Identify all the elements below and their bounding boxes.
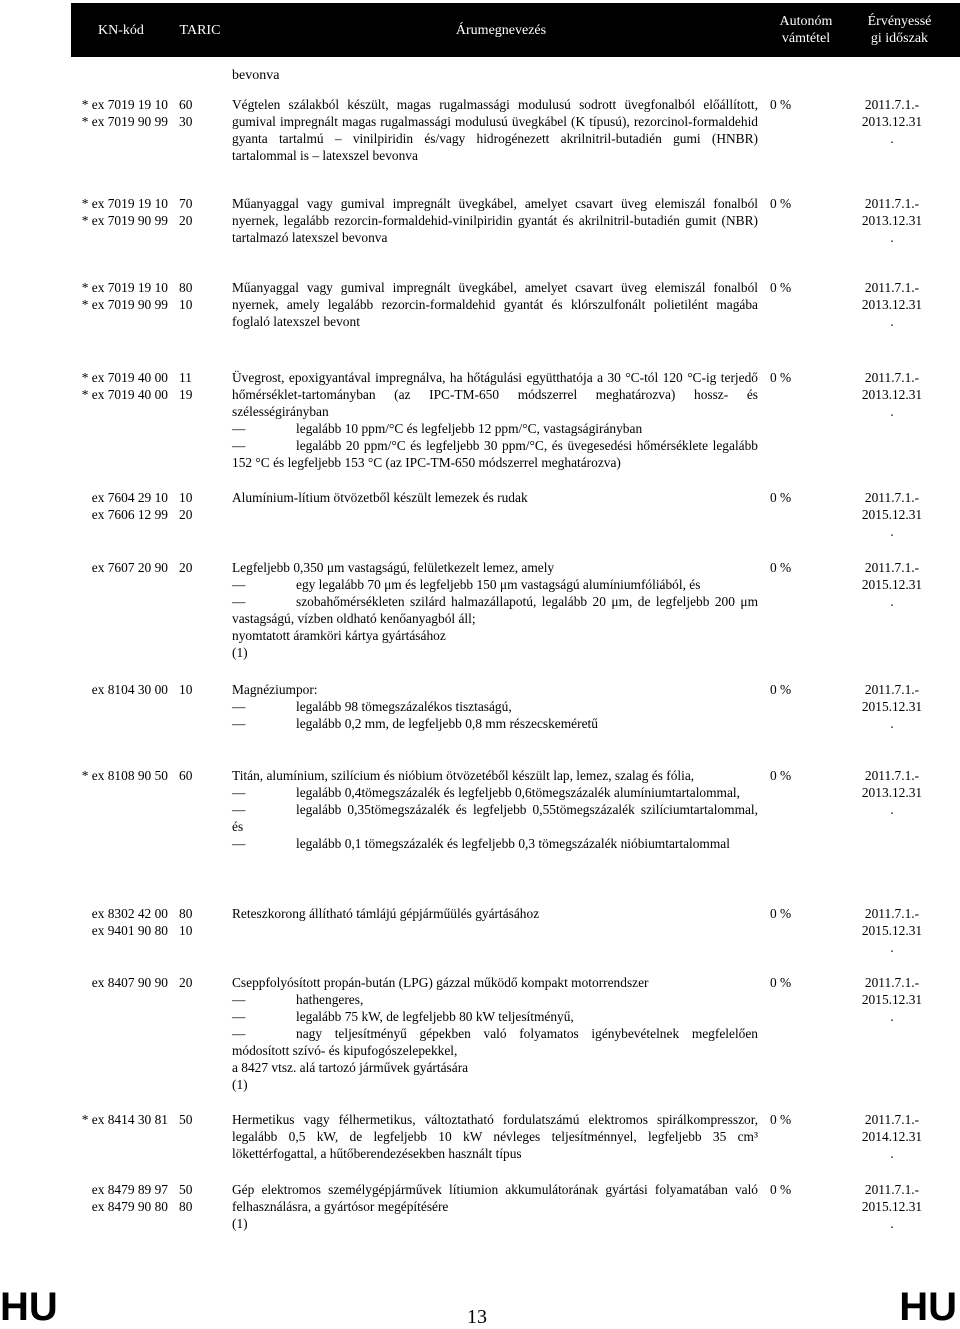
validity-date: . [890,940,894,955]
taric-code: 20 [179,507,193,522]
description-bullet: — legalább 10 ppm/°C és legfeljebb 12 ppm/°C, vastagságirányban [232,420,758,437]
description-text: Titán, alumínium, szilícium és nióbium ötvözetéből készült lap, lemez, szalag és fólia, [232,768,695,783]
validity-date: 2013.12.31 [861,114,923,129]
taric-code: 20 [179,560,193,575]
description-bullet: — legalább 20 ppm/°C és legfeljebb 30 ppm/°C, és üvegesedési hőmérséklete legalább 152 °C és legfeljebb 153 °C (az IPC-TM-650 módszerrel meghatározva) [232,437,758,471]
taric-code: 10 [179,682,193,697]
validity-date: 2013.12.31 [861,387,923,402]
description-text: Cseppfolyósított propán-bután (LPG) gázzal működő kompakt motorrendszer [232,975,649,990]
taric-cell [179,96,219,130]
validity-date: . [890,716,894,731]
kn-code: * ex 7019 40 00 [81,370,168,385]
taric-cell [179,1181,219,1215]
footer-language-right: HU [899,1285,957,1329]
kn-code-cell [60,905,168,939]
description-cell [232,369,758,471]
kn-code-cell [60,1111,168,1128]
validity-date: 2011.7.1.- [864,490,920,505]
table-header [71,3,960,57]
taric-cell [179,195,219,229]
duty-rate: 0 % [770,906,792,921]
duty-rate: 0 % [770,280,792,295]
validity-date: 2015.12.31 [861,923,923,938]
validity-period [857,974,927,1025]
duty-rate: 0 % [770,97,792,112]
header-autonomous-rate [773,3,839,57]
duty-rate: 0 % [770,1182,792,1197]
header-autonomous-line2: vámtétel [781,31,831,46]
validity-date: . [890,131,894,146]
kn-code: ex 7606 12 99 [91,507,168,522]
description-bullet: — egy legalább 70 μm és legfeljebb 150 μm vastagságú alumíniumfóliából, és [232,576,758,593]
kn-code-cell [60,974,168,991]
kn-code: ex 8104 30 00 [91,682,168,697]
validity-date: . [890,404,894,419]
description-text: nyomtatott áramköri kártya gyártásához [232,628,446,643]
description-cell [232,905,758,922]
description-bullet: — legalább 0,4tömegszázalék és legfeljebb 0,6tömegszázalék alumíniumtartalommal, [232,784,758,801]
taric-cell [179,974,219,991]
validity-date: . [890,1146,894,1161]
description-text: (1) [232,1077,248,1092]
description-text: Gép elektromos személygépjárművek lítiumion akkumulátorának gyártási folyamatában való felhasználásra, a gyártósor megépítésére [232,1182,758,1214]
taric-code: 80 [179,1199,193,1214]
duty-rate: 0 % [770,196,792,211]
header-description: Árumegnevezés [455,22,547,38]
kn-code-cell [60,96,168,130]
validity-date: 2013.12.31 [861,213,923,228]
kn-code-cell [60,279,168,313]
validity-date: 2014.12.31 [861,1129,923,1144]
taric-code: 20 [179,213,193,228]
validity-date: 2015.12.31 [861,699,923,714]
validity-date: 2011.7.1.- [864,560,920,575]
validity-date: 2015.12.31 [861,992,923,1007]
kn-code-cell [60,195,168,229]
taric-code: 10 [179,490,193,505]
description-cell [232,1181,758,1232]
duty-rate: 0 % [770,370,792,385]
taric-code: 20 [179,975,193,990]
validity-date: 2015.12.31 [861,507,923,522]
taric-code: 10 [179,923,193,938]
taric-code: 10 [179,297,193,312]
kn-code: * ex 7019 19 10 [81,196,168,211]
taric-code: 30 [179,114,193,129]
validity-date: 2011.7.1.- [864,768,920,783]
description-text: Üvegrost, epoxigyantával impregnálva, ha hőtágulási együtthatója a 30 °C-tól 120 °C-ig terjedő hőmérséklet-tartományban (az IPC-TM-650 módszerrel meghatározva) hossz- és szélességirányban [232,370,758,419]
description-cell [232,195,758,246]
taric-code: 80 [179,280,193,295]
description-cell [232,559,758,661]
description-cell [232,279,758,330]
taric-cell [179,279,219,313]
description-text: Reteszkorong állítható támlájú gépjárműülés gyártásához [232,906,540,921]
description-text: (1) [232,1216,248,1231]
validity-date: . [890,314,894,329]
validity-date: 2011.7.1.- [864,682,920,697]
duty-rate: 0 % [770,682,792,697]
kn-code: ex 8479 90 80 [91,1199,168,1214]
kn-code-cell [60,767,168,784]
validity-date: . [890,802,894,817]
description-text: Végtelen szálakból készült, magas rugalmassági modulusú sodrott üvegfonalból előállított, gumival impregnált magas rugalmassági modulusú üvegkábel (K típusú), rezorcinol-formaldehid gyanta tartalmú – vinilpiridin és/vagy hidrogénezett akrilnitril-butadién gumi (HNBR) tartalommal is – latexszel bevonva [232,97,758,163]
validity-date: 2015.12.31 [861,1199,923,1214]
page-number: 13 [467,1306,487,1328]
kn-code: ex 8479 89 97 [91,1182,168,1197]
header-validity-line2: gi időszak [870,31,929,46]
duty-rate: 0 % [770,560,792,575]
validity-period [857,905,927,956]
description-bullet: — legalább 75 kW, de legfeljebb 80 kW teljesítményű, [232,1008,758,1025]
header-kn-code: KN-kód [98,22,144,38]
description-cell [232,1111,758,1162]
validity-date: 2013.12.31 [861,297,923,312]
taric-cell [179,559,219,576]
validity-date: 2013.12.31 [861,785,923,800]
validity-period [857,1181,927,1232]
description-bullet: — nagy teljesítményű gépekben való folyamatos igénybevételnek megfelelően módosított szívó- és kipufogószelepekkel, [232,1025,758,1059]
kn-code: * ex 7019 90 99 [81,297,168,312]
description-text: Hermetikus vagy félhermetikus, változtatható fordulatszámú elektromos spirálkompresszor, legalább 0,5 kW, de legfeljebb 10 kW névleges teljesítménnyel, legfeljebb 35 cm³ lökettérfogattal, a hűtőberendezésekben használt típus [232,1112,758,1161]
duty-rate: 0 % [770,490,792,505]
description-text: (1) [232,645,248,660]
kn-code: * ex 8108 90 50 [81,768,168,783]
taric-code: 80 [179,906,193,921]
taric-code: 50 [179,1182,193,1197]
kn-code: * ex 7019 40 00 [81,387,168,402]
kn-code: ex 7607 20 90 [91,560,168,575]
description-cell [232,767,758,852]
validity-period [857,369,927,420]
description-bullet: — legalább 0,2 mm, de legfeljebb 0,8 mm részecskeméretű [232,715,758,732]
kn-code: ex 8302 42 00 [91,906,168,921]
validity-date: . [890,230,894,245]
validity-period [857,767,927,818]
taric-cell [179,681,219,698]
validity-date: 2011.7.1.- [864,975,920,990]
description-bullet: — legalább 0,1 tömegszázalék és legfeljebb 0,3 tömegszázalék nióbiumtartalommal [232,835,758,852]
validity-date: 2011.7.1.- [864,1182,920,1197]
description-cell [232,489,758,506]
description-cell [232,681,758,732]
description-bullet: — hathengeres, [232,991,758,1008]
kn-code: ex 9401 90 80 [91,923,168,938]
validity-date: 2011.7.1.- [864,906,920,921]
duty-rate: 0 % [770,1112,792,1127]
taric-cell [179,489,219,523]
taric-code: 60 [179,97,193,112]
header-autonomous-line1: Autonóm [779,14,833,29]
description-bullet: — szobahőmérsékleten szilárd halmazállapotú, legalább 20 μm, de legfeljebb 200 μm vastagságú, vízben oldható kenőanyagból áll; [232,593,758,627]
kn-code-cell [60,681,168,698]
taric-code: 60 [179,768,193,783]
validity-date: . [890,524,894,539]
description-text: Legfeljebb 0,350 μm vastagságú, felületkezelt lemez, amely [232,560,555,575]
header-validity [839,3,960,57]
header-taric: TARIC [179,22,221,38]
kn-code-cell [60,489,168,523]
description-text: Műanyaggal vagy gumival impregnált üvegkábel, amelyet csavart üveg elemiszál fonalból nyernek, amely legalább rezorcin-formaldehid gyantát és klórszulfonált polietilént magába foglaló latexszel bevont [232,280,758,329]
validity-date: . [890,594,894,609]
kn-code: * ex 7019 19 10 [81,97,168,112]
validity-date: 2011.7.1.- [864,97,920,112]
description-bullet: — legalább 98 tömegszázalékos tisztaságú, [232,698,758,715]
validity-period [857,559,927,610]
validity-date: 2011.7.1.- [864,370,920,385]
validity-date: 2011.7.1.- [864,196,920,211]
kn-code: ex 8407 90 90 [91,975,168,990]
description-bullet: — legalább 0,35tömegszázalék és legfeljebb 0,55tömegszázalék szilíciumtartalommal, és [232,801,758,835]
description-text: Magnéziumpor: [232,682,318,697]
kn-code: * ex 7019 19 10 [81,280,168,295]
continued-text: bevonva [232,68,280,83]
validity-period [857,489,927,540]
validity-period [857,195,927,246]
kn-code-cell [60,1181,168,1215]
taric-code: 11 [179,370,192,385]
description-cell [232,96,758,164]
validity-period [857,96,927,147]
validity-date: 2015.12.31 [861,577,923,592]
duty-rate: 0 % [770,768,792,783]
validity-period [857,1111,927,1162]
description-text: Műanyaggal vagy gumival impregnált üvegkábel, amelyet csavart üveg elemiszál fonalból nyernek, legalább rezorcin-formaldehid-vinilpiridin gyantát és akrilnitril-butadién gumit (NBR) tartalmazó latexszel bevonva [232,196,758,245]
kn-code-cell [60,369,168,403]
validity-period [857,681,927,732]
kn-code-cell [60,559,168,576]
taric-cell [179,767,219,784]
header-validity-line1: Érvényessé [867,14,932,29]
duty-rate: 0 % [770,975,792,990]
kn-code: * ex 8414 30 81 [81,1112,168,1127]
description-text: a 8427 vtsz. alá tartozó járművek gyártására [232,1060,469,1075]
validity-date: . [890,1009,894,1024]
description-cell [232,974,758,1093]
taric-code: 70 [179,196,193,211]
taric-cell [179,905,219,939]
description-text: Alumínium-lítium ötvözetből készült lemezek és rudak [232,490,528,505]
taric-code: 50 [179,1112,193,1127]
footer-language-left: HU [0,1285,58,1329]
kn-code: ex 7604 29 10 [91,490,168,505]
validity-period [857,279,927,330]
taric-cell [179,1111,219,1128]
validity-date: 2011.7.1.- [864,1112,920,1127]
kn-code: * ex 7019 90 99 [81,114,168,129]
taric-code: 19 [179,387,193,402]
kn-code: * ex 7019 90 99 [81,213,168,228]
validity-date: 2011.7.1.- [864,280,920,295]
taric-cell [179,369,219,403]
validity-date: . [890,1216,894,1231]
